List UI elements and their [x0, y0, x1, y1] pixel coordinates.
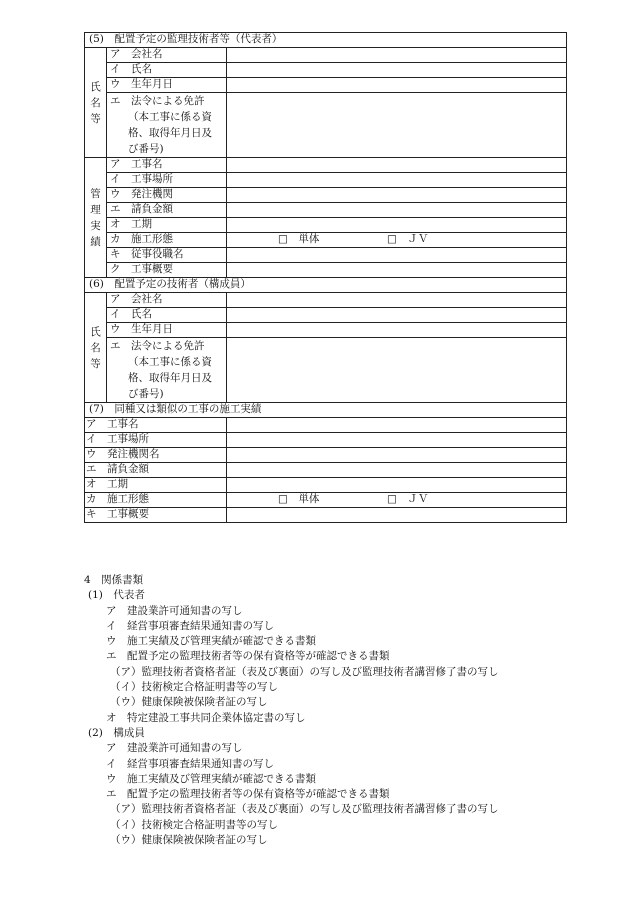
documents-title: 4 関係書類 — [84, 574, 144, 586]
s7-row-client: ウ 発注機関名 — [85, 448, 227, 463]
single-checkbox[interactable]: □ 単体 — [278, 233, 320, 245]
section6-value-company[interactable] — [227, 293, 567, 308]
s7-value-form — [227, 493, 567, 508]
section5-mgmt-group: 管理実績 — [85, 158, 107, 278]
s7-row-project: ア 工事名 — [85, 418, 227, 433]
mgmt-row-client: ウ 発注機関 — [107, 188, 227, 203]
section5-row-birthdate: ウ 生年月日 — [107, 78, 227, 93]
s7-value-amount[interactable] — [227, 463, 567, 478]
s7-row-period: オ 工期 — [85, 478, 227, 493]
mgmt-row-summary: ク 工事概要 — [107, 263, 227, 278]
section5-row-name: イ 氏名 — [107, 63, 227, 78]
mgmt-value-site[interactable] — [227, 173, 567, 188]
section6-name-group: 氏名等 — [85, 293, 107, 403]
mem-item: エ 配置予定の監理技術者等の保有資格等が確認できる書類 — [106, 788, 390, 801]
mgmt-value-role[interactable] — [227, 248, 567, 263]
s7-row-amount: エ 請負金額 — [85, 463, 227, 478]
mem-subitem: （ア）監理技術者資格者証（表及び裏面）の写し及び監理技術者講習修了書の写し — [110, 803, 499, 816]
s7-value-site[interactable] — [227, 433, 567, 448]
section5-row-company: ア 会社名 — [107, 48, 227, 63]
mgmt-value-amount[interactable] — [227, 203, 567, 218]
s7-row-form: カ 施工形態 — [85, 493, 227, 508]
s7-value-client[interactable] — [227, 448, 567, 463]
mgmt-row-site: イ 工事場所 — [107, 173, 227, 188]
mgmt-row-role: キ 従事役職名 — [107, 248, 227, 263]
mem-subitem: （イ）技術検定合格証明書等の写し — [110, 818, 278, 831]
section6-row-birthdate: ウ 生年月日 — [107, 323, 227, 338]
member-title: (2) 構成員 — [88, 726, 145, 739]
s7-value-summary[interactable] — [227, 508, 567, 523]
mgmt-row-period: オ 工期 — [107, 218, 227, 233]
rep-subitem: （イ）技術検定合格証明書等の写し — [110, 681, 278, 694]
section5-value-name[interactable] — [227, 63, 567, 78]
mem-item: イ 経営事項審査結果通知書の写し — [106, 757, 274, 770]
section5-row-license: エ 法令による免許 （本工事に係る資 格、取得年月日及 び番号) — [107, 93, 227, 158]
mgmt-value-project[interactable] — [227, 158, 567, 173]
s7-value-project[interactable] — [227, 418, 567, 433]
section6-value-birthdate[interactable] — [227, 323, 567, 338]
mem-item: ア 建設業許可通知書の写し — [106, 742, 243, 755]
representative-title: (1) 代表者 — [88, 589, 145, 602]
rep-item: ア 建設業許可通知書の写し — [106, 604, 243, 617]
section6-value-name[interactable] — [227, 308, 567, 323]
rep-subitem: （ア）監理技術者資格者証（表及び裏面）の写し及び監理技術者講習修了書の写し — [110, 665, 499, 678]
mgmt-value-summary[interactable] — [227, 263, 567, 278]
s7-jv-checkbox[interactable]: □ ＪＶ — [387, 493, 429, 505]
mgmt-row-project: ア 工事名 — [107, 158, 227, 173]
section5-header: (5) 配置予定の監理技術者等（代表者） — [85, 33, 567, 48]
section6-row-license: エ 法令による免許 （本工事に係る資 格、取得年月日及 び番号) — [107, 338, 227, 403]
section6-value-license[interactable] — [227, 338, 567, 403]
documents-section — [84, 573, 584, 848]
mgmt-value-period[interactable] — [227, 218, 567, 233]
rep-item: ウ 施工実績及び管理実績が確認できる書類 — [106, 635, 316, 648]
section7-header: (7) 同種又は類似の工事の施工実績 — [85, 403, 567, 418]
section6-row-name: イ 氏名 — [107, 308, 227, 323]
technician-table — [84, 32, 567, 523]
section5-value-company[interactable] — [227, 48, 567, 63]
mem-subitem: （ウ）健康保険被保険者証の写し — [110, 834, 268, 847]
section5-name-group: 氏名等 — [85, 48, 107, 158]
rep-item: オ 特定建設工事共同企業体協定書の写し — [106, 711, 306, 724]
s7-row-summary: キ 工事概要 — [85, 508, 227, 523]
s7-value-period[interactable] — [227, 478, 567, 493]
section5-value-birthdate[interactable] — [227, 78, 567, 93]
s7-row-site: イ 工事場所 — [85, 433, 227, 448]
mgmt-value-form — [227, 233, 567, 248]
rep-item: イ 経営事項審査結果通知書の写し — [106, 619, 274, 632]
mgmt-row-amount: エ 請負金額 — [107, 203, 227, 218]
s7-single-checkbox[interactable]: □ 単体 — [278, 493, 320, 505]
section5-value-license[interactable] — [227, 93, 567, 158]
section6-row-company: ア 会社名 — [107, 293, 227, 308]
rep-item: エ 配置予定の監理技術者等の保有資格等が確認できる書類 — [106, 650, 390, 663]
mgmt-value-client[interactable] — [227, 188, 567, 203]
section6-header: (6) 配置予定の技術者（構成員） — [85, 278, 567, 293]
mgmt-row-form: カ 施工形態 — [107, 233, 227, 248]
mem-item: ウ 施工実績及び管理実績が確認できる書類 — [106, 772, 316, 785]
jv-checkbox[interactable]: □ ＪＶ — [387, 233, 429, 245]
rep-subitem: （ウ）健康保険被保険者証の写し — [110, 696, 268, 709]
